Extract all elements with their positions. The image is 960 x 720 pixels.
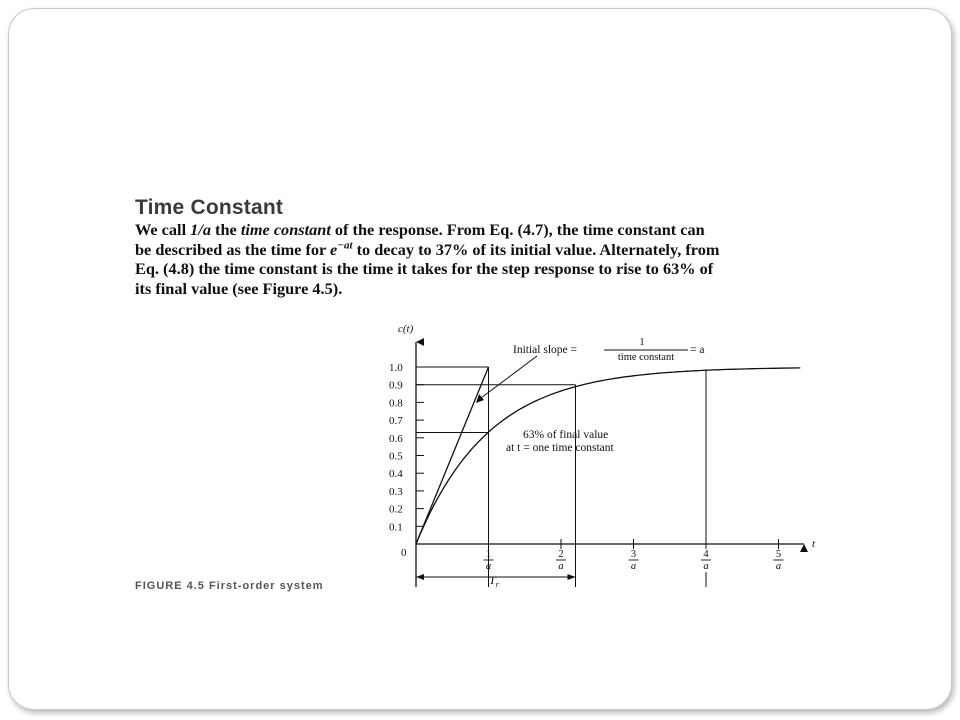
initial-slope-line (416, 367, 489, 544)
x-tick-label-numerator: 5 (775, 549, 782, 560)
y-tick-label: 0.1 (389, 521, 403, 534)
y-tick-label: 0.3 (389, 485, 403, 498)
y-tick-label: 0.5 (389, 450, 403, 463)
y-tick-label: 0.8 (389, 397, 403, 410)
rise-time-arrowhead-right (568, 574, 576, 580)
text-run: 1/a (190, 220, 211, 239)
step-response-point (597, 381, 598, 382)
text-run: be described as the time for (135, 239, 331, 259)
text-run: the (210, 220, 241, 239)
step-response-point (778, 368, 779, 369)
x-axis-label: t (812, 538, 816, 550)
y-tick-label: 1.0 (389, 362, 403, 374)
x-tick-label-numerator: 4 (703, 549, 709, 560)
origin-label: 0 (401, 547, 407, 559)
slope-note-leader (481, 356, 537, 398)
step-response-point (669, 372, 670, 373)
slope-note-tail: = a (690, 344, 705, 356)
y-tick-label: 0.6 (389, 432, 403, 445)
step-response-point (524, 406, 525, 407)
rise-time-label: $T_r$ (489, 573, 499, 589)
slope-note-lead: Initial slope = (513, 344, 577, 356)
x-tick-label-denominator: a (703, 561, 709, 572)
text-run: We call (135, 220, 191, 239)
paragraph-line-3: Eq. (4.8) the time constant is the time it takes for the step response to rise to 63% of (135, 259, 714, 278)
step-response-point (452, 474, 453, 475)
x-tick-label-numerator: 3 (630, 549, 637, 560)
text-run: time constant (240, 220, 331, 239)
x-tick-label-numerator: 1 (485, 549, 492, 560)
y-tick-label: 0.7 (389, 415, 403, 428)
step-response-point (506, 417, 507, 418)
annotations (398, 323, 816, 589)
step-response-point (488, 432, 489, 433)
step-response-point (742, 368, 743, 369)
caption-text: FIGURE 4.5 First-order system (135, 580, 324, 592)
note-63-percent-line-1: 63% of final value (523, 429, 609, 441)
text-run: to decay to 37% of its initial value. Alternately, from (352, 239, 720, 259)
y-tick-label: 0.9 (389, 379, 403, 392)
y-tick-label: 0.4 (389, 468, 403, 481)
paragraph-line-4: its final value (see Figure 4.5). (135, 278, 343, 298)
y-axis-label: c(t) (398, 323, 414, 335)
slope-note-denominator: time constant (617, 352, 675, 363)
step-response-point (633, 375, 634, 376)
step-response-curve (416, 368, 800, 544)
x-tick-label-denominator: a (775, 561, 782, 572)
figure-caption-fragment (135, 579, 375, 593)
note-63-percent-line-2: at t = one time constant (506, 442, 614, 454)
step-response-point (470, 450, 471, 451)
section-heading: Time Constant (135, 196, 284, 219)
text-run: e (330, 239, 338, 259)
x-tick-label-numerator: 2 (558, 549, 564, 560)
x-tick-label-denominator: a (630, 561, 637, 572)
text-run: of the response. From Eq. (4.7), the time constant can (330, 220, 705, 239)
x-tick-label-denominator: a (485, 561, 492, 572)
step-response-point (705, 370, 706, 371)
step-response-point (434, 504, 435, 505)
text-run: −at (337, 239, 353, 252)
rise-time-arrowhead-left (416, 574, 424, 580)
step-response-point (542, 397, 543, 398)
x-tick-label-denominator: a (558, 561, 564, 572)
y-tick-label: 0.2 (389, 503, 403, 516)
slope-note-numerator: 1 (639, 337, 645, 348)
step-response-point (560, 390, 561, 391)
